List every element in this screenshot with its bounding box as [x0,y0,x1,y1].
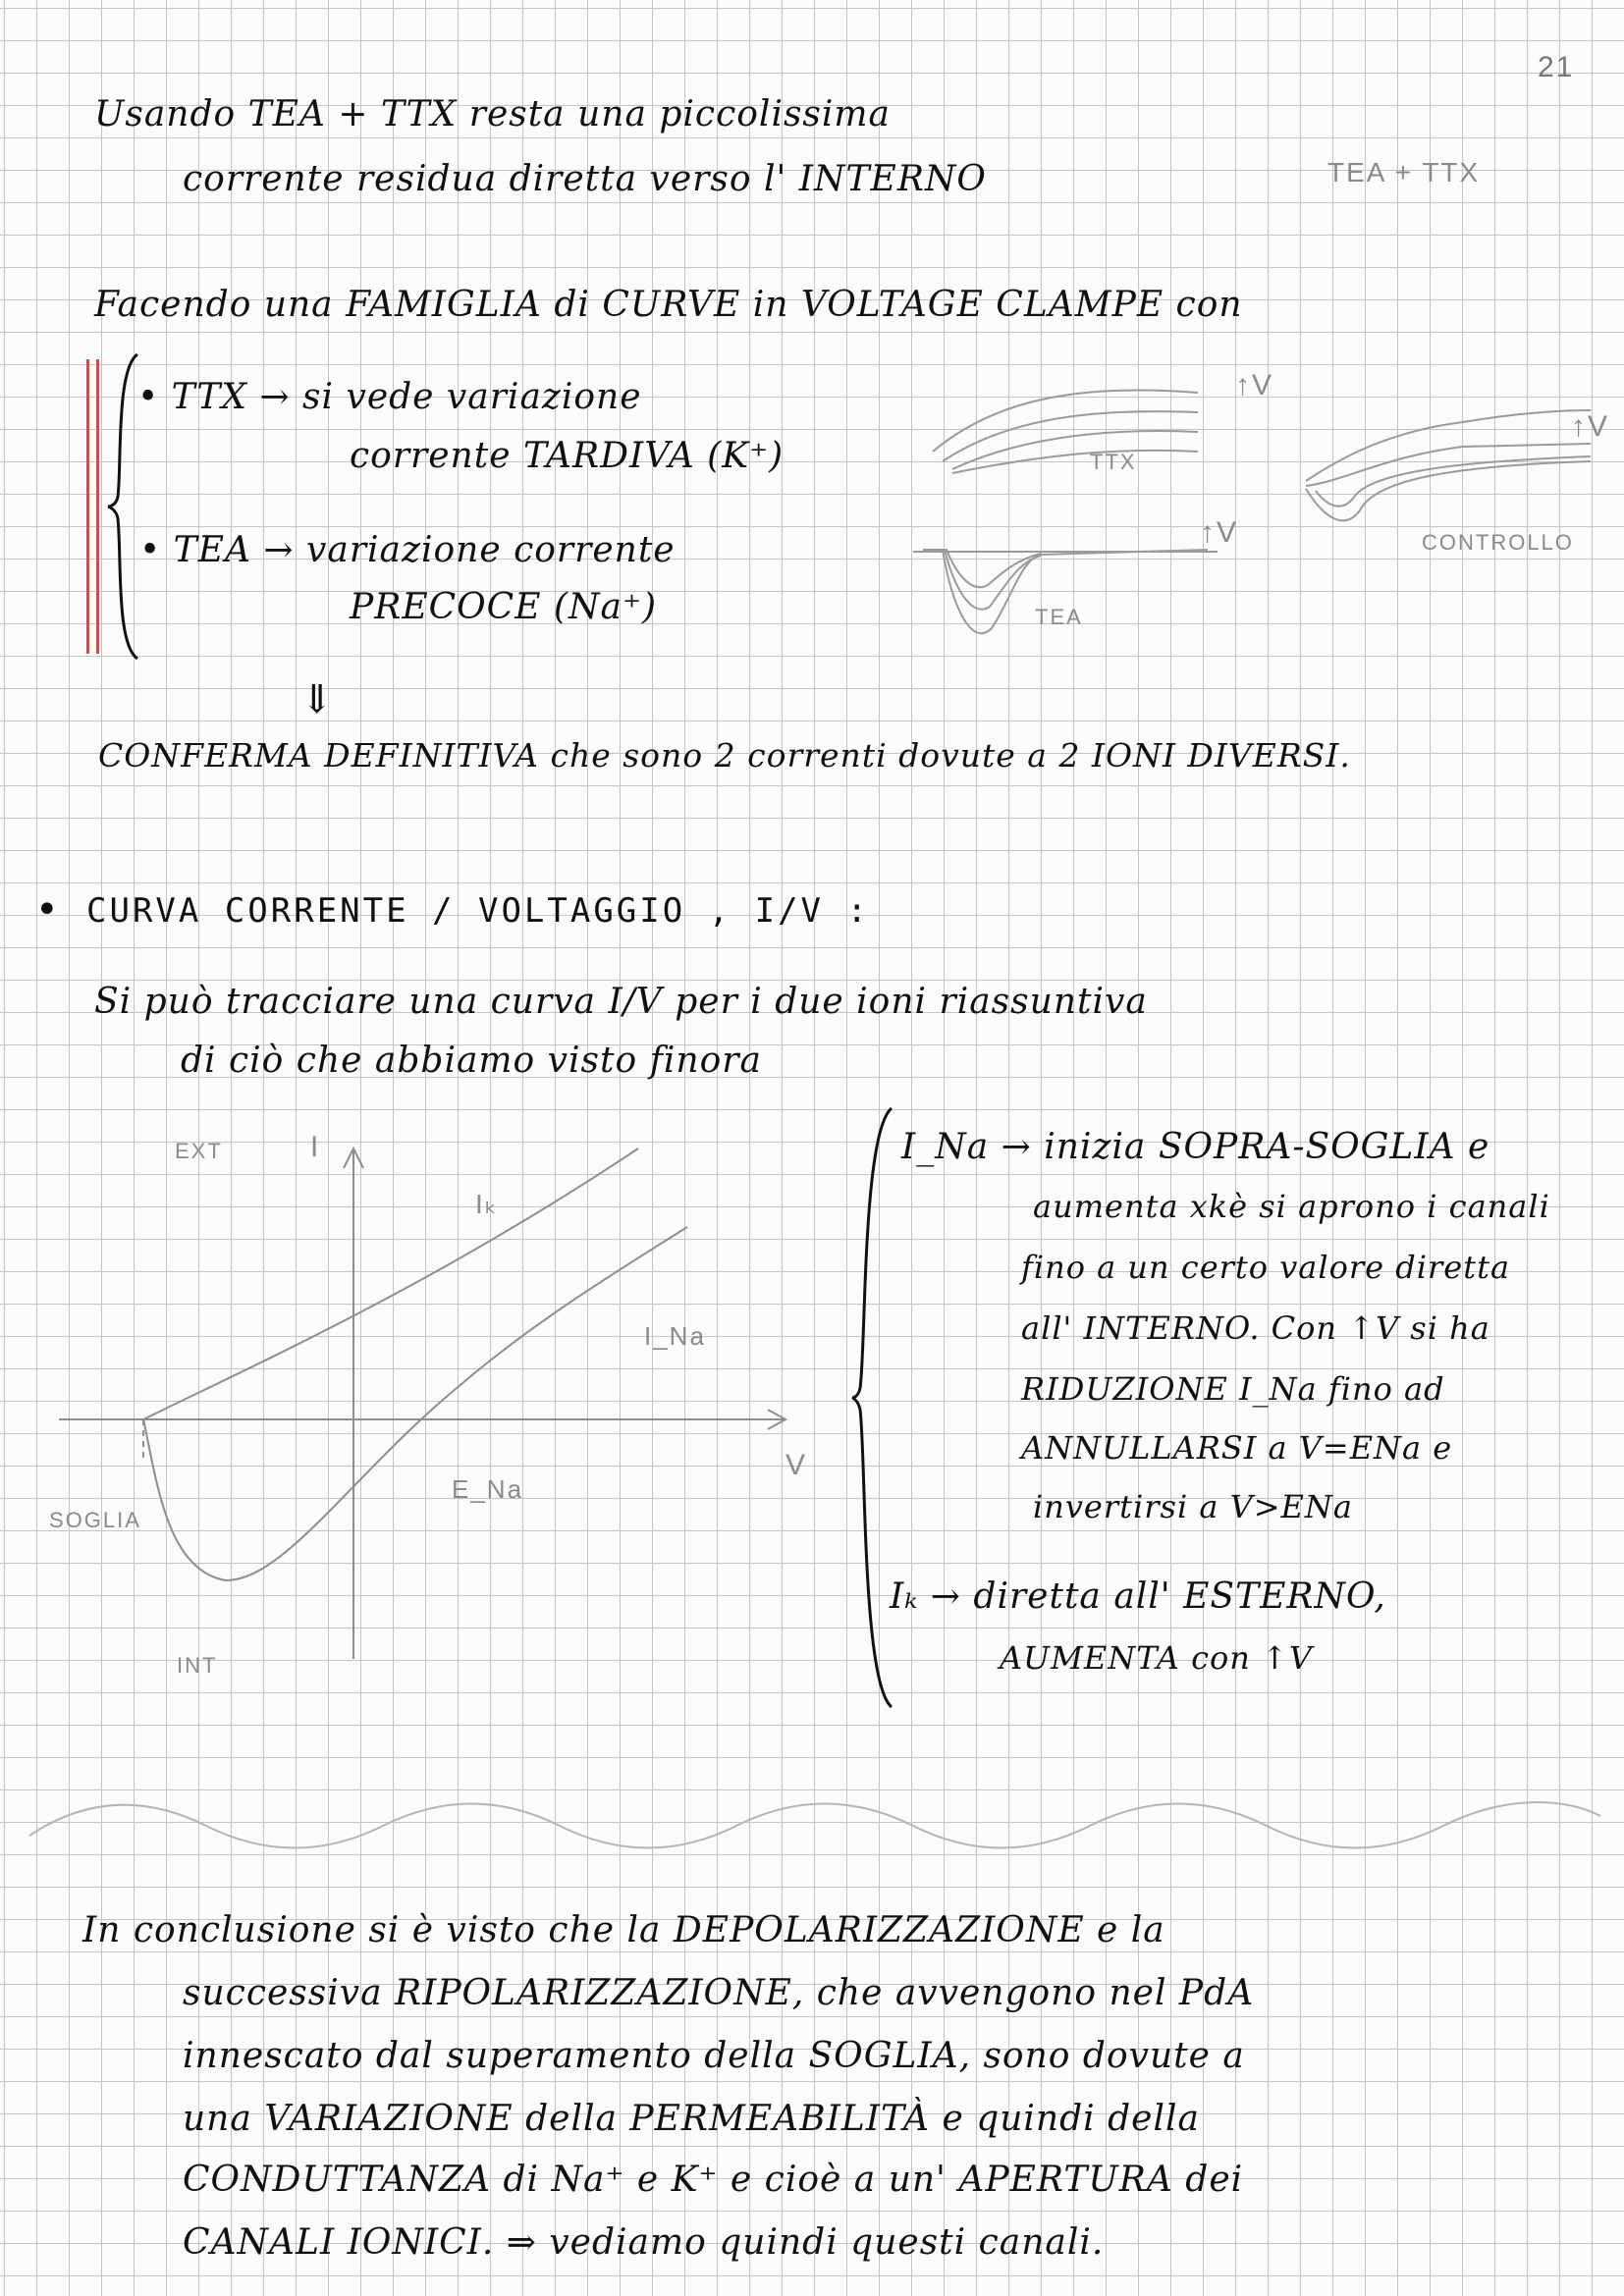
ina-curve [143,1227,687,1580]
wavy-divider [0,1787,1624,1865]
iv-curve-graph [59,1129,844,1679]
ik-note-2: AUMENTA con ↑V [1000,1639,1313,1677]
section-title: CURVA CORRENTE / VOLTAGGIO , I/V : [86,891,870,931]
ina-curve-label: I_Na [644,1321,706,1351]
ina-note-4: all' INTERNO. Con ↑V si ha [1021,1309,1490,1347]
red-margin-line-2 [96,359,99,654]
soglia-label: SOGLIA [49,1508,141,1532]
ina-note-6: ANNULLARSI a V=ENa e [1021,1429,1453,1467]
ttx-line-1: • TTX → si vede variazione [137,377,642,417]
ttx-line-2: corrente TARDIVA (K⁺) [350,436,785,476]
conclusion-line-5: CONDUTTANZA di Na⁺ e K⁺ e cioè a un' APERTURA dei [183,2160,1244,2200]
page-number: 21 [1538,51,1575,83]
ina-note-2: aumenta xkè si aprono i canali [1033,1188,1550,1225]
control-sketch-label: CONTROLLO [1422,530,1574,555]
v-axis-label: V [785,1449,808,1481]
int-label: INT [177,1653,218,1678]
red-margin-line-1 [86,359,89,654]
conclusion-line-1: In conclusione si è visto che la DEPOLARIZZAZIONE e la [82,1910,1165,1950]
ik-note-1: Iₖ → diretta all' ESTERNO, [890,1576,1386,1617]
ext-label: EXT [175,1139,223,1163]
tea-line-2: PRECOCE (Na⁺) [350,587,657,627]
ik-curve [143,1148,638,1419]
ina-note-3: fino a un certo valore diretta [1021,1249,1511,1286]
ik-curve-label: Iₖ [475,1189,499,1219]
ina-note-7: invertirsi a V>ENa [1033,1488,1353,1525]
section-bullet: • [35,887,60,933]
ena-label: E_Na [452,1474,524,1504]
tea-ttx-sketch-label: TEA + TTX [1327,157,1481,187]
v-arrow-tea: ↑V [1200,516,1239,549]
family-heading: Facendo una FAMIGLIA di CURVE in VOLTAGE CLAMPE con [94,285,1243,325]
intro-line-1: Usando TEA + TTX resta una piccolissima [94,94,892,134]
intro-line-2: corrente residua diretta verso l' INTERNO [183,159,987,199]
ttx-sketch-label: TTX [1090,450,1137,474]
conclusion-line-3: innescato dal superamento della SOGLIA, sono dovute a [183,2036,1245,2076]
down-arrow: ⇓ [300,677,335,722]
v-arrow-ttx: ↑V [1235,369,1274,401]
iv-intro-line-2: di ciò che abbiamo visto finora [181,1041,762,1081]
conclusion-line-6: CANALI IONICI. ⇒ vediamo quindi questi canali. [183,2222,1105,2263]
confirmation-line: CONFERMA DEFINITIVA che sono 2 correnti dovute a 2 IONI DIVERSI. [98,736,1351,774]
tea-line-1: • TEA → variazione corrente [139,530,676,570]
v-arrow-control: ↑V [1571,410,1610,443]
conclusion-line-2: successiva RIPOLARIZZAZIONE, che avvengono nel PdA [183,1973,1255,2013]
tea-sketch-label: TEA [1035,605,1083,629]
ina-note-5: RIDUZIONE I_Na fino ad [1021,1370,1445,1408]
conclusion-line-4: una VARIAZIONE della PERMEABILITÀ e quindi della [183,2099,1200,2139]
notes-brace [852,1103,901,1712]
iv-intro-line-1: Si può tracciare una curva I/V per i due ioni riassuntiva [94,982,1148,1022]
ina-note-1: I_Na → inizia SOPRA-SOGLIA e [901,1127,1490,1167]
i-axis-label: I [310,1131,321,1163]
